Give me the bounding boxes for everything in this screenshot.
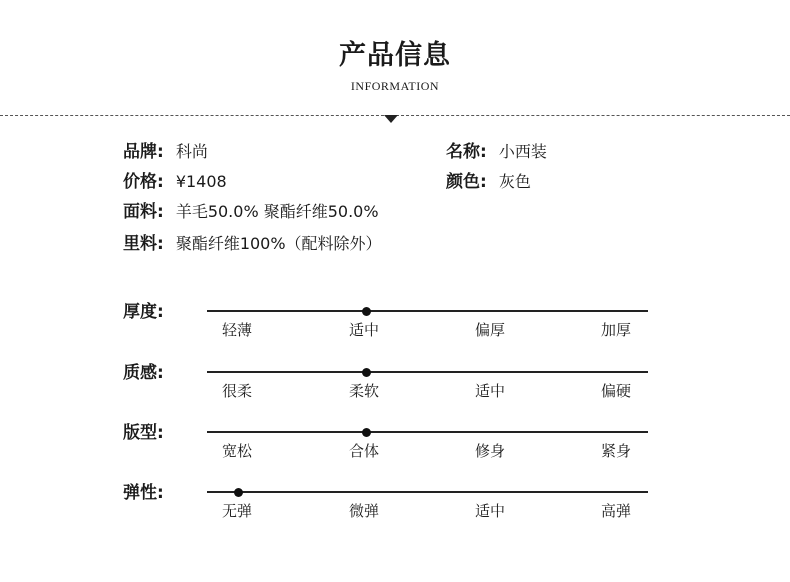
- scale-option: 紧身: [601, 442, 632, 460]
- scale-option: 柔软: [349, 382, 380, 400]
- scale-option: 适中: [349, 321, 380, 339]
- caret-down-icon: [384, 115, 398, 123]
- scale-label: 弹性:: [123, 483, 164, 503]
- scale-label: 质感:: [123, 363, 164, 383]
- scale-line: [207, 491, 648, 493]
- scale-option: 轻薄: [222, 321, 253, 339]
- name-value: 小西装: [498, 142, 547, 161]
- scale-label: 版型:: [123, 423, 164, 443]
- scale-label: 厚度:: [123, 302, 164, 322]
- page-title: 产品信息: [339, 40, 451, 71]
- lining-label: 里料:: [123, 234, 164, 254]
- brand-value: 科尚: [175, 142, 208, 161]
- info-name: [446, 141, 547, 163]
- scale-marker-dot: [362, 428, 371, 437]
- name-label: 名称:: [446, 142, 487, 162]
- info-fabric: [123, 201, 379, 223]
- scale-option: 适中: [475, 502, 506, 520]
- info-price: [123, 171, 227, 193]
- scale-option: 加厚: [601, 321, 632, 339]
- info-lining: [123, 233, 382, 255]
- scale-marker-dot: [362, 368, 371, 377]
- price-value: ¥1408: [175, 172, 227, 191]
- scale-line: [207, 431, 648, 433]
- scale-option: 无弹: [222, 502, 253, 520]
- color-label: 颜色:: [446, 172, 487, 192]
- scale-marker-dot: [362, 307, 371, 316]
- scale-option: 很柔: [222, 382, 253, 400]
- scale-line: [207, 310, 648, 312]
- scale-option: 合体: [349, 442, 380, 460]
- info-brand: [123, 141, 208, 163]
- scale-line: [207, 371, 648, 373]
- page-subtitle: INFORMATION: [350, 79, 440, 93]
- lining-value: 聚酯纤维100%（配料除外）: [175, 234, 382, 253]
- scale-option: 宽松: [222, 442, 253, 460]
- fabric-label: 面料:: [123, 202, 164, 222]
- scale-option: 适中: [475, 382, 506, 400]
- scale-option: 修身: [475, 442, 506, 460]
- scale-option: 偏硬: [601, 382, 632, 400]
- price-label: 价格:: [123, 172, 164, 192]
- color-value: 灰色: [498, 172, 531, 191]
- scale-option: 偏厚: [475, 321, 506, 339]
- brand-label: 品牌:: [123, 142, 164, 162]
- scale-option: 高弹: [601, 502, 632, 520]
- scale-marker-dot: [234, 488, 243, 497]
- info-color: [446, 171, 531, 193]
- fabric-value: 羊毛50.0% 聚酯纤维50.0%: [175, 202, 379, 221]
- scale-option: 微弹: [349, 502, 380, 520]
